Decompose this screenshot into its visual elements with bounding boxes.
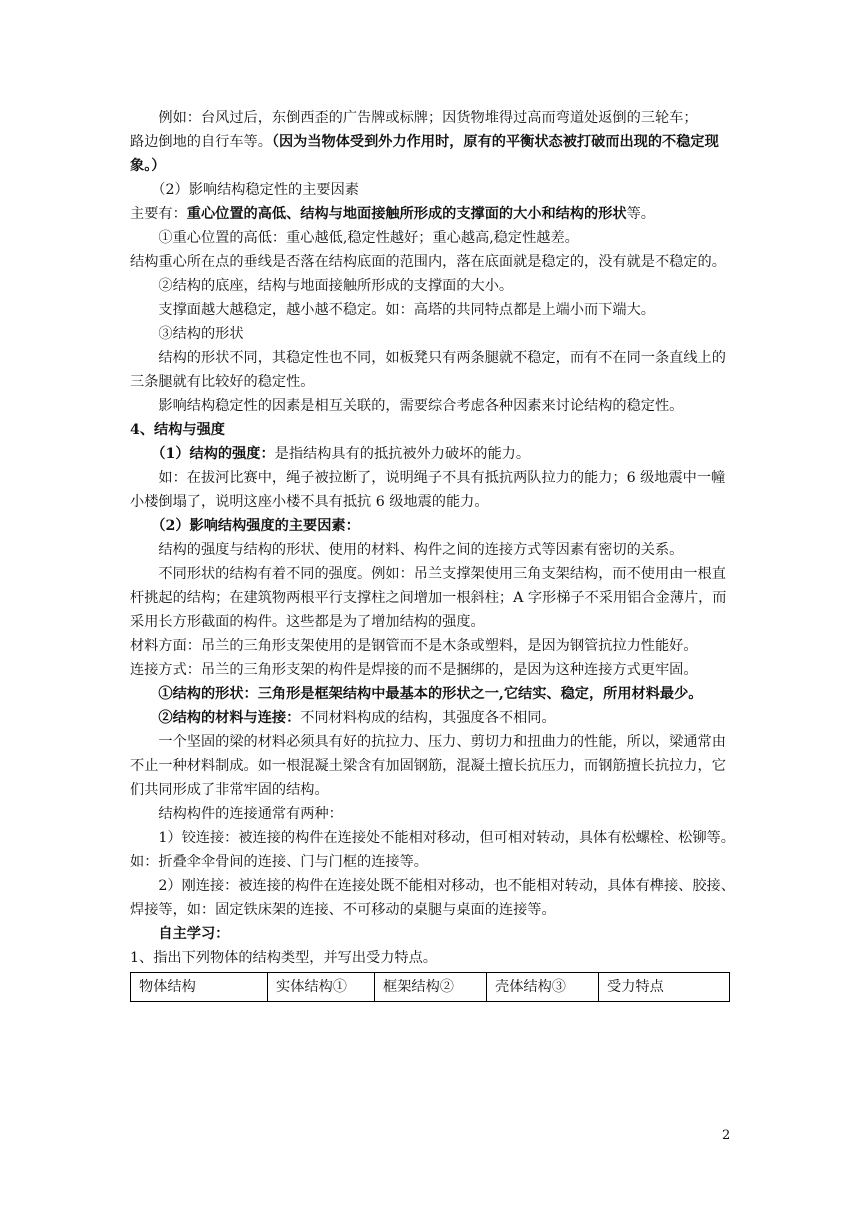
paragraph: 1、指出下列物体的结构类型，并写出受力特点。 <box>130 950 437 966</box>
bold-text-run: （因为当物体受到外力作用时，原有的平衡状态被打破而出现的不稳定现象。） <box>130 134 719 174</box>
section-heading: 4、结构与强度 <box>130 422 225 438</box>
paragraph: 结构的形状不同，其稳定性也不同，如板凳只有两条腿就不稳定，而有不在同一条直线上的三条腿就有比较好的稳定性。 <box>130 350 726 390</box>
table-cell: 实体结构① <box>268 973 375 1002</box>
paragraph <box>130 706 736 730</box>
structure-table <box>130 972 730 1002</box>
paragraph <box>130 202 736 226</box>
subheading: 自主学习： <box>158 926 230 942</box>
paragraph <box>130 130 736 178</box>
paragraph: 结构构件的连接通常有两种： <box>158 806 343 822</box>
text-run: 是指结构具有的抵抗被外力破坏的能力。 <box>274 446 531 462</box>
table-cell: 框架结构② <box>375 973 487 1002</box>
paragraph: 结构的强度与结构的形状、使用的材料、构件之间的连接方式等因素有密切的关系。 <box>158 542 684 558</box>
bold-text-run: 重心位置的高低、结构与地面接触所形成的支撑面的大小和结构的形状 <box>186 206 627 222</box>
paragraph: 不同形状的结构有着不同的强度。例如：吊兰支撑架使用三角支架结构，而不使用由一根直杆挑起的结构；在建筑物两根平行支撑柱之间增加一根斜柱；A 字形梯子不采用铝合金薄片，而采用长方形截面的构件。这些都是为了增加结构的强度。 <box>130 566 727 630</box>
table-cell: 壳体结构③ <box>487 973 599 1002</box>
paragraph: 一个坚固的梁的材料必须具有好的抗拉力、压力、剪切力和扭曲力的性能，所以，梁通常由不止一种材料制成。如一根混凝土梁含有加固钢筋，混凝土擅长抗压力，而钢筋擅长抗拉力，它们共同形成了非常牢固的结构。 <box>130 734 726 798</box>
paragraph: ①重心位置的高低：重心越低,稳定性越好；重心越高,稳定性越差。 <box>158 230 579 246</box>
paragraph: 如：在拔河比赛中，绳子被拉断了，说明绳子不具有抵抗两队拉力的能力；6 级地震中一幢小楼倒塌了，说明这座小楼不具有抵抗 6 级地震的能力。 <box>130 470 726 510</box>
table-cell: 物体结构 <box>131 973 268 1002</box>
paragraph: ①结构的形状：三角形是框架结构中最基本的形状之一,它结实、稳定，所用材料最少。 <box>158 686 703 702</box>
paragraph: 2）刚连接：被连接的构件在连接处既不能相对移动，也不能相对转动，具体有榫接、胶接、焊接等，如：固定铁床架的连接、不可移动的桌腿与桌面的连接等。 <box>130 878 735 918</box>
text-run: 路边倒地的自行车等。 <box>130 134 272 150</box>
paragraph: 例如：台风过后，东倒西歪的广告牌或标牌；因货物堆得过高而弯道处返倒的三轮车； <box>158 110 698 126</box>
paragraph: 支撑面越大越稳定，越小越不稳定。如：高塔的共同特点都是上端小而下端大。 <box>158 302 655 318</box>
paragraph: 材料方面：吊兰的三角形支架使用的是钢管而不是木条或塑料，是因为钢管抗拉力性能好。 <box>130 638 698 654</box>
table-cell: 受力特点 <box>599 973 730 1002</box>
subheading: （2）影响结构强度的主要因素： <box>151 518 360 534</box>
bold-text-run: ②结构的材料与连接： <box>158 710 301 726</box>
paragraph <box>130 442 736 466</box>
page-content <box>130 106 736 1002</box>
paragraph: 结构重心所在点的垂线是否落在结构底面的范围内，落在底面就是稳定的，没有就是不稳定的。 <box>130 254 726 270</box>
paragraph: 1）铰连接：被连接的构件在连接处不能相对移动，但可相对转动，具体有松螺栓、松铆等。如：折叠伞伞骨间的连接、门与门框的连接等。 <box>130 830 735 870</box>
text-run: 等。 <box>626 206 655 222</box>
table-row <box>131 973 730 1002</box>
paragraph: ③结构的形状 <box>158 326 244 342</box>
text-run: 不同材料构成的结构，其强度各不相同。 <box>300 710 556 726</box>
paragraph: 连接方式：吊兰的三角形支架的构件是焊接的而不是捆绑的，是因为这种连接方式更牢固。 <box>130 662 698 678</box>
page-number: 2 <box>722 1128 731 1143</box>
subheading: （2）影响结构稳定性的主要因素 <box>151 182 359 198</box>
text-run: 主要有： <box>130 206 187 222</box>
paragraph: ②结构的底座，结构与地面接触所形成的支撑面的大小。 <box>158 278 514 294</box>
paragraph: 影响结构稳定性的因素是相互关联的，需要综合考虑各种因素来讨论结构的稳定性。 <box>158 398 684 414</box>
bold-text-run: （1）结构的强度： <box>151 446 275 462</box>
